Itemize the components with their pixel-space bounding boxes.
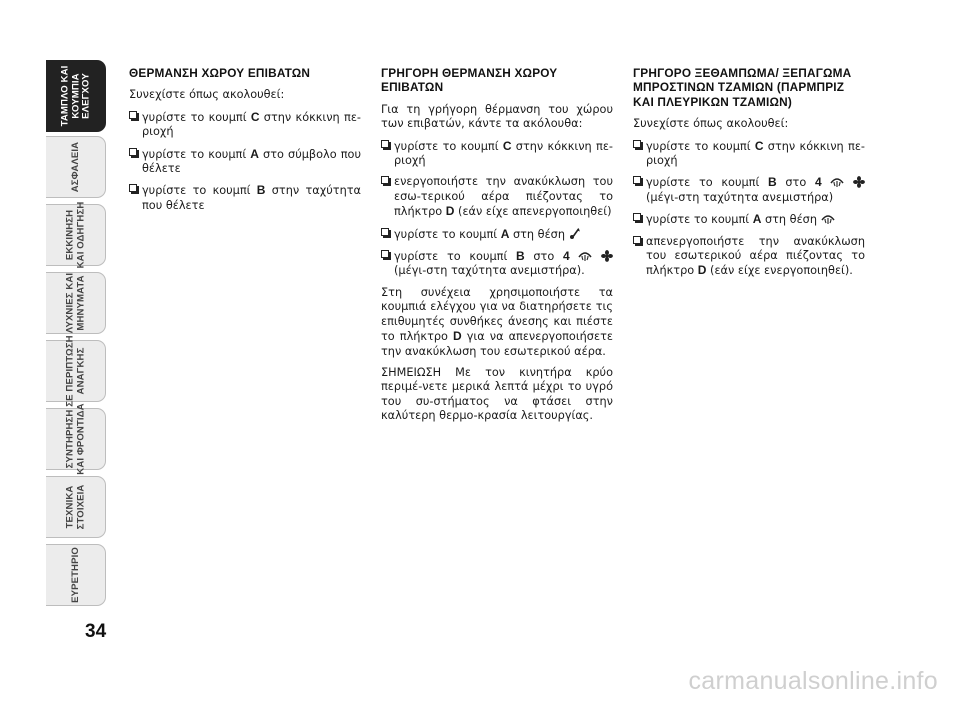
key-label: C (502, 138, 512, 153)
text: γυρίστε το κουμπί (394, 227, 501, 241)
text: στο (776, 176, 815, 190)
intro-text: Συνεχίστε όπως ακολουθεί: (129, 88, 285, 102)
checkbox-bullet-icon (381, 228, 392, 239)
text: στη θέση (509, 227, 569, 241)
text: (εάν είχε απενεργοποιηθεί) (454, 205, 612, 219)
text: στην κόκκινη πε-ριοχή (646, 139, 865, 168)
text: γυρίστε το κουμπί (142, 184, 257, 198)
checkbox-bullet-icon (381, 176, 392, 187)
key-label: A (752, 212, 762, 227)
list-item (381, 139, 613, 169)
intro-text: Συνεχίστε όπως ακολουθεί: (633, 117, 789, 131)
tab-label: ΤΕΧΝΙΚΑ ΣΤΟΙΧΕΙΑ (64, 484, 86, 530)
tab-label: ΣΥΝΤΗΡΗΣΗ ΚΑΙ ΦΡΟΝΤΙΔΑ (64, 403, 86, 475)
list-item (381, 227, 613, 242)
text: γυρίστε το κουμπί (142, 147, 251, 161)
checkbox-bullet-icon (129, 111, 140, 122)
tab-warning-lights[interactable] (46, 272, 106, 334)
text: (μέγι-στη ταχύτητα ανεμιστήρα). (394, 264, 585, 278)
list-item (129, 110, 361, 140)
list-item (633, 139, 865, 169)
text: στη θέση (761, 213, 821, 227)
tab-index[interactable] (46, 544, 106, 606)
speed-number: 4 (814, 175, 822, 190)
text: γυρίστε το κουμπί (646, 139, 755, 153)
section-heading: ΓΡΗΓΟΡΟ ΞΕΘΑΜΠΩΜΑ/ ΞΕΠΑΓΩΜΑ ΜΠΡΟΣΤΙΝΩΝ ΤΖΑΜΙΩΝ (ΠΑΡΜΠΡΙΖ ΚΑΙ ΠΛΕΥΡΙΚΩΝ ΤΖΑΜΙΩΝ) (633, 66, 852, 109)
text: γυρίστε το κουμπί (394, 139, 503, 153)
defrost-icon (821, 213, 835, 225)
watermark: carmanualsonline.info (688, 667, 938, 695)
note-paragraph: ΣΗΜΕΙΩΣΗ Με τον κινητήρα κρύο περιμέ-νετε μερικά λεπτά μέχρι το υγρό του συ-στήματος να φτάσει στην καλύτερη θερμο-κρασία λειτουργίας. (381, 365, 613, 423)
tab-label: ΛΥΧΝΙΕΣ ΚΑΙ ΜΗΝΥΜΑΤΑ (64, 272, 86, 334)
fan-icon (601, 250, 613, 262)
tab-maintenance[interactable] (46, 403, 106, 475)
text: (εάν είχε ενεργοποιηθεί). (706, 264, 853, 278)
tab-dashboard-controls[interactable] (46, 60, 106, 132)
checkbox-bullet-icon (633, 140, 644, 151)
checkbox-bullet-icon (381, 250, 392, 261)
defrost-icon (578, 250, 592, 262)
text: απενεργοποιήστε την ανακύκλωση του εσωτερικού αέρα πιέζοντας το πλήκτρο (646, 234, 865, 278)
tab-label: ΤΑΜΠΛΟ ΚΑΙ ΚΟΥΜΠΙΑ ΕΛΕΓΧΟΥ (58, 65, 91, 127)
speed-number: 4 (562, 249, 570, 264)
body-paragraph (381, 286, 613, 359)
checkbox-bullet-icon (633, 236, 644, 247)
list-item (633, 212, 865, 227)
fan-icon (853, 176, 865, 188)
page-number: 34 (85, 621, 107, 642)
tab-label: ΣΕ ΠΕΡΙΠΤΩΣΗ ΑΝΑΓΚΗΣ (64, 335, 86, 407)
key-label: D (453, 329, 462, 344)
list-item (381, 249, 613, 279)
key-label: B (256, 183, 266, 198)
column-fast-defrost (633, 66, 865, 286)
text: γυρίστε το κουμπί (646, 176, 768, 190)
text: στο σύμβολο που θέλετε (142, 147, 362, 176)
tab-safety[interactable] (46, 136, 106, 198)
checkbox-bullet-icon (129, 184, 140, 195)
text: γυρίστε το κουμπί (394, 250, 516, 264)
key-label: C (754, 138, 764, 153)
tab-label: ΕΚΚΙΝΗΣΗ ΚΑΙ ΟΔΗΓΗΣΗ (64, 201, 86, 269)
tab-technical-data[interactable] (46, 476, 106, 538)
column-fast-heating (381, 66, 613, 431)
column-passenger-heating (129, 66, 361, 220)
checkbox-bullet-icon (633, 213, 644, 224)
section-heading: ΓΡΗΓΟΡΗ ΘΕΡΜΑΝΣΗ ΧΩΡΟΥ ΕΠΙΒΑΤΩΝ (381, 66, 558, 95)
text: στην ταχύτητα που θέλετε (142, 184, 362, 212)
intro-text: Για τη γρήγορη θέρμανση του χώρου των επιβατών, κάντε τα ακόλουθα: (381, 102, 613, 131)
section-heading: ΘΕΡΜΑΝΣΗ ΧΩΡΟΥ ΕΠΙΒΑΤΩΝ (129, 66, 311, 80)
text: (μέγι-στη ταχύτητα ανεμιστήρα) (646, 190, 834, 204)
text: γυρίστε το κουμπί (646, 213, 753, 227)
tab-label: ΑΣΦΑΛΕΙΑ (69, 141, 81, 193)
text: γυρίστε το κουμπί (142, 110, 251, 124)
defrost-icon (830, 176, 844, 188)
text: ενεργοποιήστε την ανακύκλωση του εσω-τερικού αέρα πιέζοντας το πλήκτρο (394, 175, 613, 219)
tab-emergency[interactable] (46, 335, 106, 407)
key-label: B (768, 175, 777, 190)
text: Στη συνέχεια χρησιμοποιήστε τα κουμπιά ελέγχου για να διατηρήσετε τις επιθυμητές συνθήκες άνεσης και πιέστε το πλήκτρο (381, 285, 613, 344)
checkbox-bullet-icon (381, 140, 392, 151)
text: για να απενεργοποιήσετε την ανακύκλωση του εσωτερικού αέρα. (381, 330, 613, 358)
list-item (633, 235, 865, 279)
tab-starting-driving[interactable] (46, 201, 106, 269)
key-label: C (250, 109, 260, 124)
list-item (129, 147, 361, 177)
foot-vent-icon (569, 227, 581, 240)
text: στην κόκκινη πε-ριοχή (142, 110, 361, 139)
text: στην κόκκινη πε-ριοχή (394, 139, 613, 168)
text: στο (524, 250, 563, 264)
checkbox-bullet-icon (129, 148, 140, 159)
key-label: A (250, 146, 259, 161)
key-label: D (697, 263, 707, 278)
key-label: D (445, 204, 455, 219)
list-item (381, 175, 613, 219)
key-label: A (500, 226, 510, 241)
key-label: B (516, 249, 525, 264)
list-item (633, 175, 865, 205)
list-item (129, 183, 361, 213)
tab-label: ΕΥΡΕΤΗΡΙΟ (69, 547, 81, 603)
checkbox-bullet-icon (633, 176, 644, 187)
